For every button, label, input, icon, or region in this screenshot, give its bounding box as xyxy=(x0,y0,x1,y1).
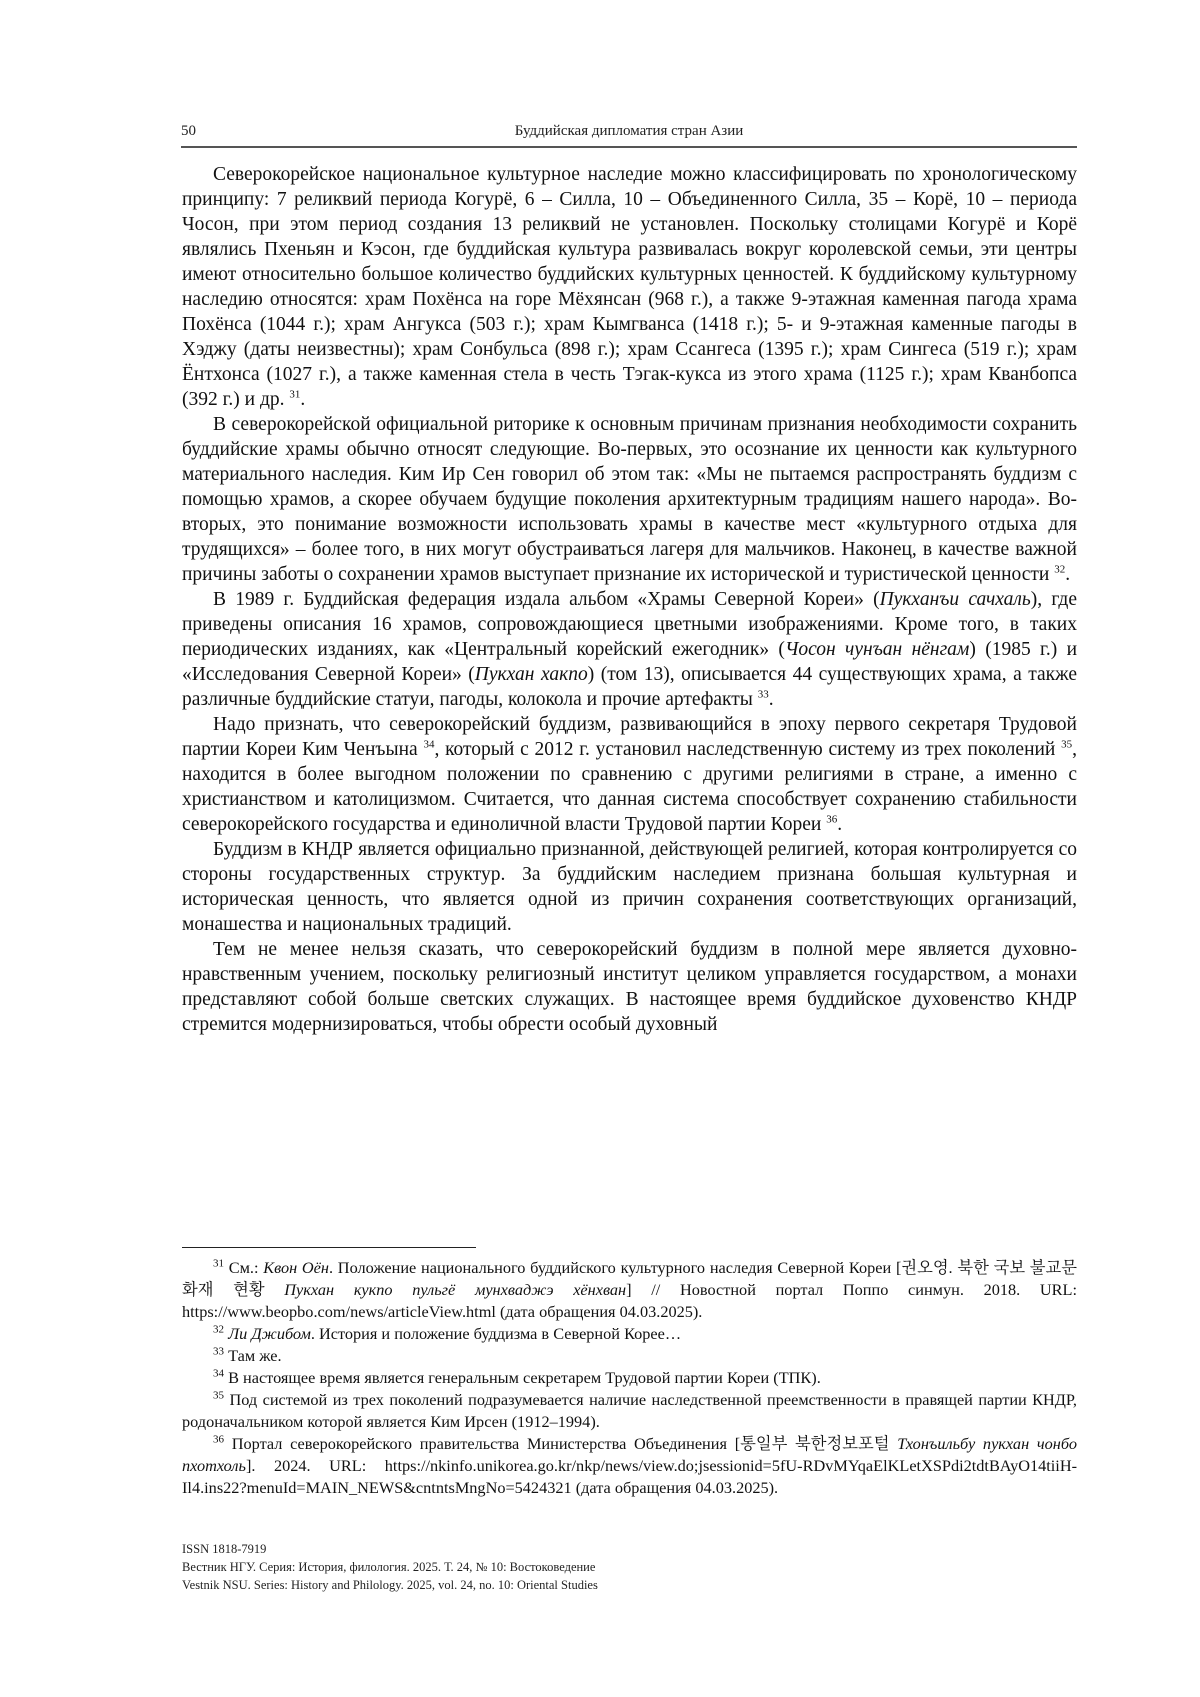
footnote-32: $^{32}$ Ли Джибом. История и положение буддизма в Северной Корее… xyxy=(213,1323,682,1343)
paragraph-4: Надо признать, что северокорейский буддизм, развивающийся в эпоху первого секретаря Трудовой партии Кореи Ким Ченъына $^{34}$, который с 2012 г. установил наследственную систему из трех поколений $^{35}$, находится в более выгодном положении по сравнению с другими религиями в стране, а именно с христианством и католицизмом. Считается, что данная система способствует сохранению стабильности северокорейского государства и единоличной власти Трудовой партии Кореи $^{36}$. xyxy=(182,714,1077,835)
footnote-ref-31[interactable]: 31 xyxy=(289,388,301,401)
footnotes-separator xyxy=(182,1247,476,1248)
paragraph-5: Буддизм в КНДР является официально признанной, действующей религией, которая контролируется со стороны государственных структур. За буддийским наследием признана большая культурная и историческая ценность, что является одной из причин сохранения соответствующих организаций, монашества и национальных традиций. xyxy=(182,839,1077,935)
footnotes xyxy=(182,1257,1077,1499)
header-rule xyxy=(181,146,1077,148)
paragraph-6: Тем не менее нельзя сказать, что северокорейский буддизм в полной мере является духовно-нравственным учением, поскольку религиозный институт целиком управляется государством, а монахи представляют собой больше светских служащих. В настоящее время буддийское духовенство КНДР стремится модернизироваться, чтобы обрести особый духовный xyxy=(182,939,1077,1035)
footnote-ref-35[interactable]: 35 xyxy=(1061,738,1073,751)
paragraph-3: В 1989 г. Буддийская федерация издала альбом «Храмы Северной Кореи» (Пукханъи сачхаль), где приведены описания 16 храмов, сопровождающиеся цветными изображениями. Кроме того, в таких периодических изданиях, как «Центральный корейский ежегодник» (Чосон чунъан нёнгам) (1985 г.) и «Исследования Северной Кореи» (Пукхан хакпо) (том 13), описывается 44 существующих храма, а также различные буддийские статуи, пагоды, колокола и прочие артефакты $^{33}$. xyxy=(182,589,1078,710)
paragraph-2: В северокорейской официальной риторике к основным причинам признания необходимости сохранить буддийские храмы обычно относят следующие. Во-первых, это осознание их ценности как культурного материального наследия. Ким Ир Сен говорил об этом так: «Мы не пытаемся распространять буддизм с помощью храмов, а скорее обучаем будущие поколения архитектурным традициям нашего народа». Во-вторых, это понимание возможности использовать храмы в качестве мест «культурного отдыха для трудящихся» – более того, в них могут обустраиваться лагеря для мальчиков. Наконец, в качестве важной причины заботы о сохранении храмов выступает признание их исторической и туристической ценности $^{32}$. xyxy=(182,414,1077,585)
paragraph-1: Северокорейское национальное культурное наследие можно классифицировать по хронологическому принципу: 7 реликвий периода Когурё, 6 – Силла, 10 – Объединенного Силла, 35 – Корё, 10 – периода Чосон, при этом период создания 13 реликвий не установлен. Поскольку столицами Когурё и Корё являлись Пхеньян и Кэсон, где буддийская культура развивалась вокруг королевской семьи, эти центры имеют относительно большое количество буддийских культурных ценностей. К буддийскому культурному наследию относятся: храм Похёнса на горе Мёхянсан (968 г.), а также 9-этажная каменная пагода храма Похёнса (1044 г.); храм Ангукса (503 г.); храм Кымгванса (1418 г.); 5- и 9-этажная каменные пагоды в Хэджу (даты неизвестны); храм Сонбульса (898 г.); храм Ссангеса (1395 г.); храм Сингеса (519 г.); храм Ёнтхонса (1027 г.), а также каменная стела в честь Тэгак-кукса из этого храма (1125 г.); храм Кванбопса (392 г.) и др. $^{31}$. xyxy=(182,164,1077,410)
footnote-35: $^{35}$ Под системой из трех поколений подразумевается наличие наследственной преемственности в правящей партии КНДР, родоначальником которой является Ким Ирсен (1912–1994). xyxy=(182,1389,1077,1431)
footnote-ref-33[interactable]: 33 xyxy=(757,688,769,701)
journal-title-ru: Вестник НГУ. Серия: История, филология. 2025. Т. 24, № 10: Востоковедение xyxy=(182,1560,596,1574)
footnote-33: $^{33}$ Там же. xyxy=(213,1345,282,1365)
footnote-34: $^{34}$ В настоящее время является генеральным секретарем Трудовой партии Кореи (ТПК). xyxy=(213,1367,821,1387)
footnote-36: $^{36}$ Портал северокорейского правительства Министерства Объединения [통일부 북한정보포털 Тхонъильбу пукхан чонбо пхотхоль]. 2024. URL: https://nkinfo.unikorea.go.kr/nkp/news/view.do;jsessionid=5fU-RDvMYqaElKLetXSPdi2tdtBAyO14tiiH-Il4.ins22?menuId=MAIN_NEWS&cntntsMngNo=5424321 (дата обращения 04.03.2025). xyxy=(182,1433,1077,1497)
page-number: 50 xyxy=(181,123,196,139)
running-header xyxy=(181,123,1077,147)
running-title: Буддийская дипломатия стран Азии xyxy=(514,123,744,139)
footnote-31: $^{31}$ См.: Квон Оён. Положение национального буддийского культурного наследия Северной Кореи [권오영. 북한 국보 불교문화재 현황 Пукхан кукпо пульгё мунхваджэ хёнхван] // Новостной портал Поппо синмун. 2018. URL: https://www.beopbo.com/news/articleView.html (дата обращения 04.03.2025). xyxy=(182,1257,1077,1321)
issn: ISSN 1818-7919 xyxy=(182,1542,267,1556)
footnote-ref-32[interactable]: 32 xyxy=(1054,563,1066,576)
footnote-ref-34[interactable]: 34 xyxy=(423,738,435,751)
page-footer xyxy=(182,1540,882,1594)
journal-title-en: Vestnik NSU. Series: History and Philology. 2025, vol. 24, no. 10: Oriental Studies xyxy=(182,1578,598,1592)
main-text xyxy=(182,162,1077,1037)
footnote-ref-36[interactable]: 36 xyxy=(826,813,838,826)
